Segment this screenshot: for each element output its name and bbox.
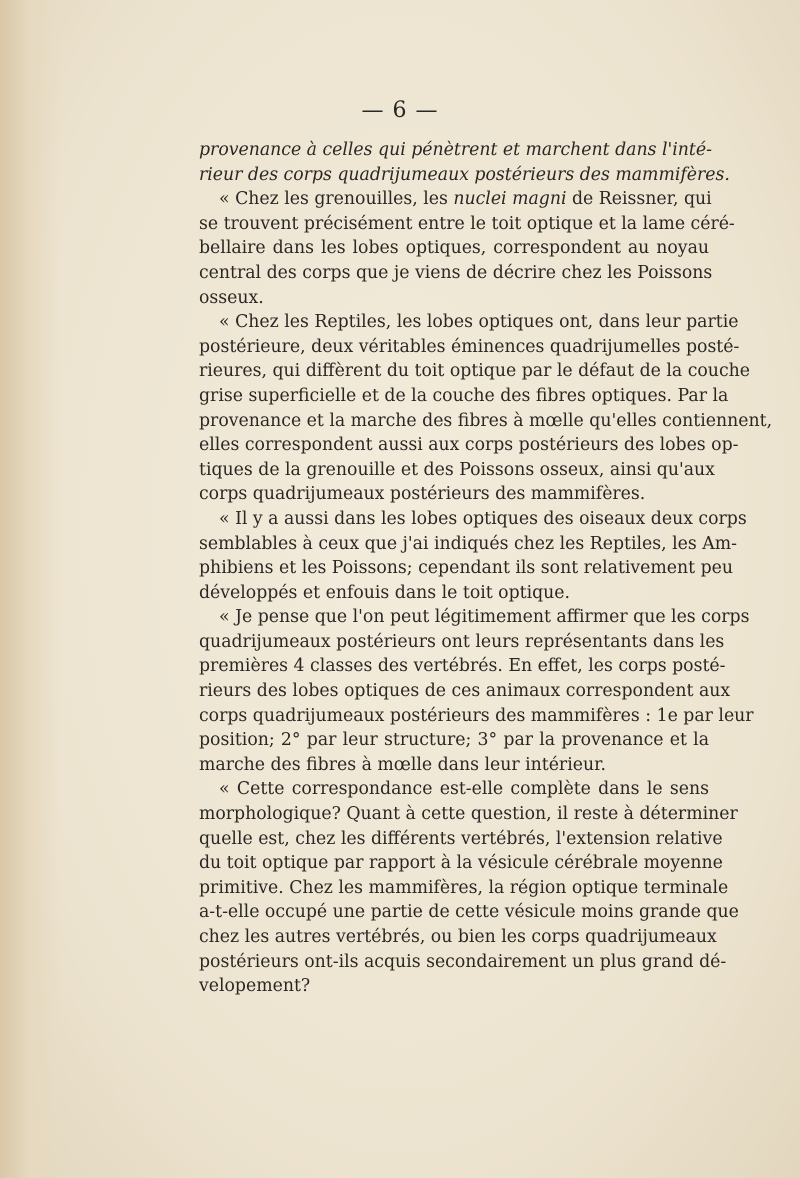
page-number: — 6 — bbox=[361, 98, 439, 123]
page-edge-shadow bbox=[0, 0, 60, 1178]
text-segment: corps quadrijumeaux postérieurs des mammifères : 1e par leur bbox=[199, 705, 754, 726]
text-line bbox=[199, 753, 709, 778]
text-line bbox=[199, 704, 754, 729]
body-text bbox=[199, 138, 773, 999]
text-segment: central des corps que je viens de décrire chez les Poissons bbox=[199, 262, 713, 283]
text-line bbox=[199, 777, 709, 802]
text-line bbox=[199, 507, 747, 532]
text-line bbox=[199, 261, 713, 286]
text-segment: « Il y a aussi dans les lobes optiques des oiseaux deux corps bbox=[219, 508, 747, 529]
text-line bbox=[199, 458, 715, 483]
text-segment: « Chez les Reptiles, les lobes optiques ont, dans leur partie bbox=[219, 312, 739, 333]
text-line bbox=[199, 925, 717, 950]
text-line bbox=[199, 286, 709, 311]
text-segment: rieures, qui diffèrent du toit optique par le défaut de la couche bbox=[199, 361, 750, 382]
text-line bbox=[199, 827, 723, 852]
text-line bbox=[199, 163, 730, 188]
text-line bbox=[199, 679, 731, 704]
text-line bbox=[199, 605, 750, 630]
text-line bbox=[199, 409, 773, 434]
text-segment: se trouvent précisément entre le toit optique et la lame céré- bbox=[199, 213, 735, 234]
text-segment: de Reissner, qui bbox=[566, 189, 712, 210]
text-segment: morphologique? Quant à cette question, il reste à déterminer bbox=[199, 804, 738, 825]
text-segment: position; 2° par leur structure; 3° par la provenance et la bbox=[199, 730, 709, 751]
text-line bbox=[199, 851, 723, 876]
text-segment: phibiens et les Poissons; cependant ils sont relativement peu bbox=[199, 558, 734, 579]
text-segment: provenance à celles qui pénètrent et marchent dans l'inté- bbox=[199, 140, 712, 160]
text-segment: quelle est, chez les différents vertébrés, l'extension relative bbox=[199, 828, 723, 849]
text-line bbox=[199, 212, 735, 237]
text-segment: du toit optique par rapport à la vésicule cérébrale moyenne bbox=[199, 853, 723, 874]
text-line bbox=[199, 556, 734, 581]
text-segment: velopement? bbox=[199, 976, 311, 997]
text-line bbox=[199, 630, 725, 655]
text-segment: bellaire dans les lobes optiques, correspondent au noyau bbox=[199, 238, 709, 259]
text-segment: elles correspondent aussi aux corps postérieurs des lobes op- bbox=[199, 435, 739, 456]
italic-term: nuclei magni bbox=[453, 189, 567, 210]
text-line bbox=[199, 581, 709, 606]
text-segment: « Cette correspondance est-elle complète dans le sens bbox=[219, 779, 709, 800]
text-line bbox=[199, 728, 709, 753]
text-line bbox=[199, 359, 750, 384]
text-segment: corps quadrijumeaux postérieurs des mammifères. bbox=[199, 484, 646, 505]
text-line bbox=[199, 532, 737, 557]
text-segment: a-t-elle occupé une partie de cette vésicule moins grande que bbox=[199, 902, 739, 923]
text-segment: provenance et la marche des fibres à mœlle qu'elles contiennent, bbox=[199, 410, 773, 431]
text-line bbox=[199, 187, 712, 212]
text-segment: postérieurs ont-ils acquis secondairement un plus grand dé- bbox=[199, 951, 727, 972]
text-segment: postérieure, deux véritables éminences quadrijumelles posté- bbox=[199, 336, 740, 357]
text-segment: « Chez les grenouilles, les bbox=[219, 189, 454, 210]
text-segment: « Je pense que l'on peut légitimement affirmer que les corps bbox=[219, 607, 750, 628]
text-segment: grise superficielle et de la couche des fibres optiques. Par la bbox=[199, 385, 729, 406]
text-segment: rieur des corps quadrijumeaux postérieurs des mammifères. bbox=[199, 164, 730, 185]
text-line bbox=[199, 950, 727, 975]
text-line bbox=[199, 335, 740, 360]
text-segment: semblables à ceux que j'ai indiqués chez les Reptiles, les Am- bbox=[199, 533, 737, 554]
text-line bbox=[199, 654, 726, 679]
text-line bbox=[199, 876, 729, 901]
text-segment: développés et enfouis dans le toit optique. bbox=[199, 582, 571, 603]
text-segment: primitive. Chez les mammifères, la région optique terminale bbox=[199, 877, 729, 898]
text-line bbox=[199, 802, 738, 827]
text-line bbox=[199, 433, 739, 458]
text-segment: tiques de la grenouille et des Poissons osseux, ainsi qu'aux bbox=[199, 459, 715, 480]
text-line bbox=[199, 384, 729, 409]
text-segment: chez les autres vertébrés, ou bien les corps quadrijumeaux bbox=[199, 927, 717, 947]
text-segment: quadrijumeaux postérieurs ont leurs représentants dans les bbox=[199, 631, 725, 652]
text-segment: premières 4 classes des vertébrés. En effet, les corps posté- bbox=[199, 656, 726, 677]
text-line bbox=[199, 482, 709, 507]
text-segment: marche des fibres à mœlle dans leur intérieur. bbox=[199, 754, 606, 775]
text-line bbox=[199, 310, 739, 335]
text-line bbox=[199, 236, 709, 261]
text-segment: osseux. bbox=[199, 287, 264, 308]
text-line bbox=[199, 138, 712, 163]
text-line bbox=[199, 900, 739, 925]
text-segment: rieurs des lobes optiques de ces animaux correspondent aux bbox=[199, 681, 731, 702]
text-line bbox=[199, 974, 709, 999]
